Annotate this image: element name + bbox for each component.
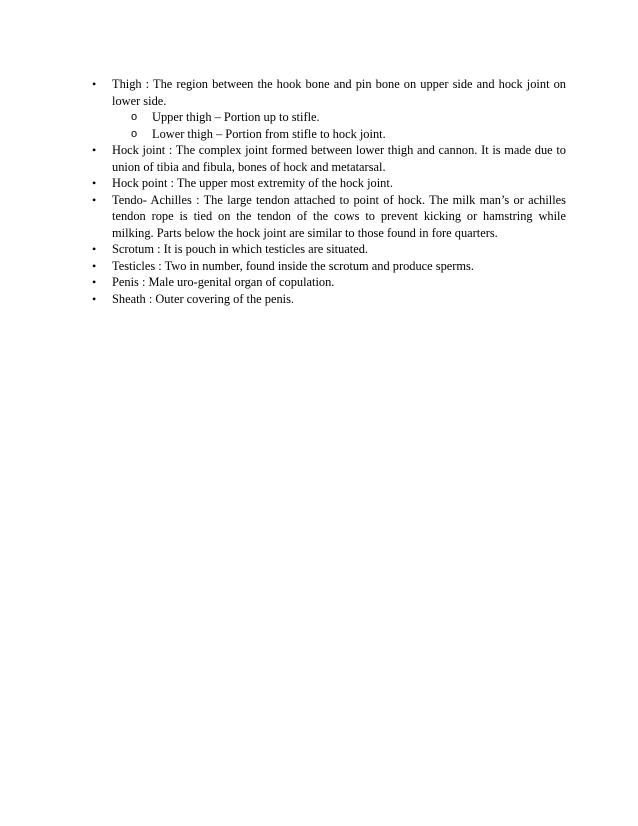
list-item-thigh <box>92 76 566 142</box>
list-item-penis <box>92 274 566 291</box>
sub-list-item-text: Upper thigh – Portion up to stifle. <box>152 110 320 124</box>
list-item-text: Testicles : Two in number, found inside the scrotum and produce sperms. <box>112 258 474 273</box>
list-item-hock-joint <box>92 142 566 175</box>
list-item-text: Penis : Male uro-genital organ of copulation. <box>112 275 335 289</box>
bullet-icon: • <box>92 291 97 306</box>
list-item-scrotum <box>92 241 566 258</box>
bullet-icon: • <box>92 258 97 273</box>
sub-list-item-lower-thigh <box>112 126 566 143</box>
sub-list-item-upper-thigh <box>112 109 566 126</box>
bullet-icon: • <box>92 143 97 157</box>
hollow-bullet-icon: o <box>131 127 138 140</box>
hollow-bullet-icon: o <box>131 111 138 123</box>
list-item-text: Sheath : Outer covering of the penis. <box>112 291 295 306</box>
bullet-icon: • <box>92 77 97 91</box>
list-item-hock-point <box>92 175 566 192</box>
bullet-list <box>92 76 566 307</box>
sub-list-item-text: Lower thigh – Portion from stifle to hock joint. <box>152 126 386 141</box>
bullet-icon: • <box>92 275 97 289</box>
list-item-text: Hock point : The upper most extremity of the hock joint. <box>112 176 393 190</box>
list-item-text: Tendo- Achilles : The large tendon attached to point of hock. The milk man’s or achilles tendon rope is tied on the tendon of the cows to prevent kicking or hamstring while milking. Parts below the hock joint are similar to those found in fore quarters. <box>112 192 566 240</box>
list-item-testicles <box>92 258 566 275</box>
list-item-tendo-achilles <box>92 192 566 242</box>
bullet-icon: • <box>92 242 97 256</box>
list-item-text: Thigh : The region between the hook bone and pin bone on upper side and hock joint on lower side. <box>112 77 566 108</box>
sub-list-thigh <box>112 109 566 142</box>
list-item-text: Scrotum : It is pouch in which testicles are situated. <box>112 242 369 256</box>
list-item-text: Hock joint : The complex joint formed between lower thigh and cannon. It is made due to union of tibia and fibula, bones of hock and metatarsal. <box>112 143 566 174</box>
list-item-sheath <box>92 291 566 308</box>
bullet-icon: • <box>92 192 97 207</box>
bullet-icon: • <box>92 176 97 190</box>
